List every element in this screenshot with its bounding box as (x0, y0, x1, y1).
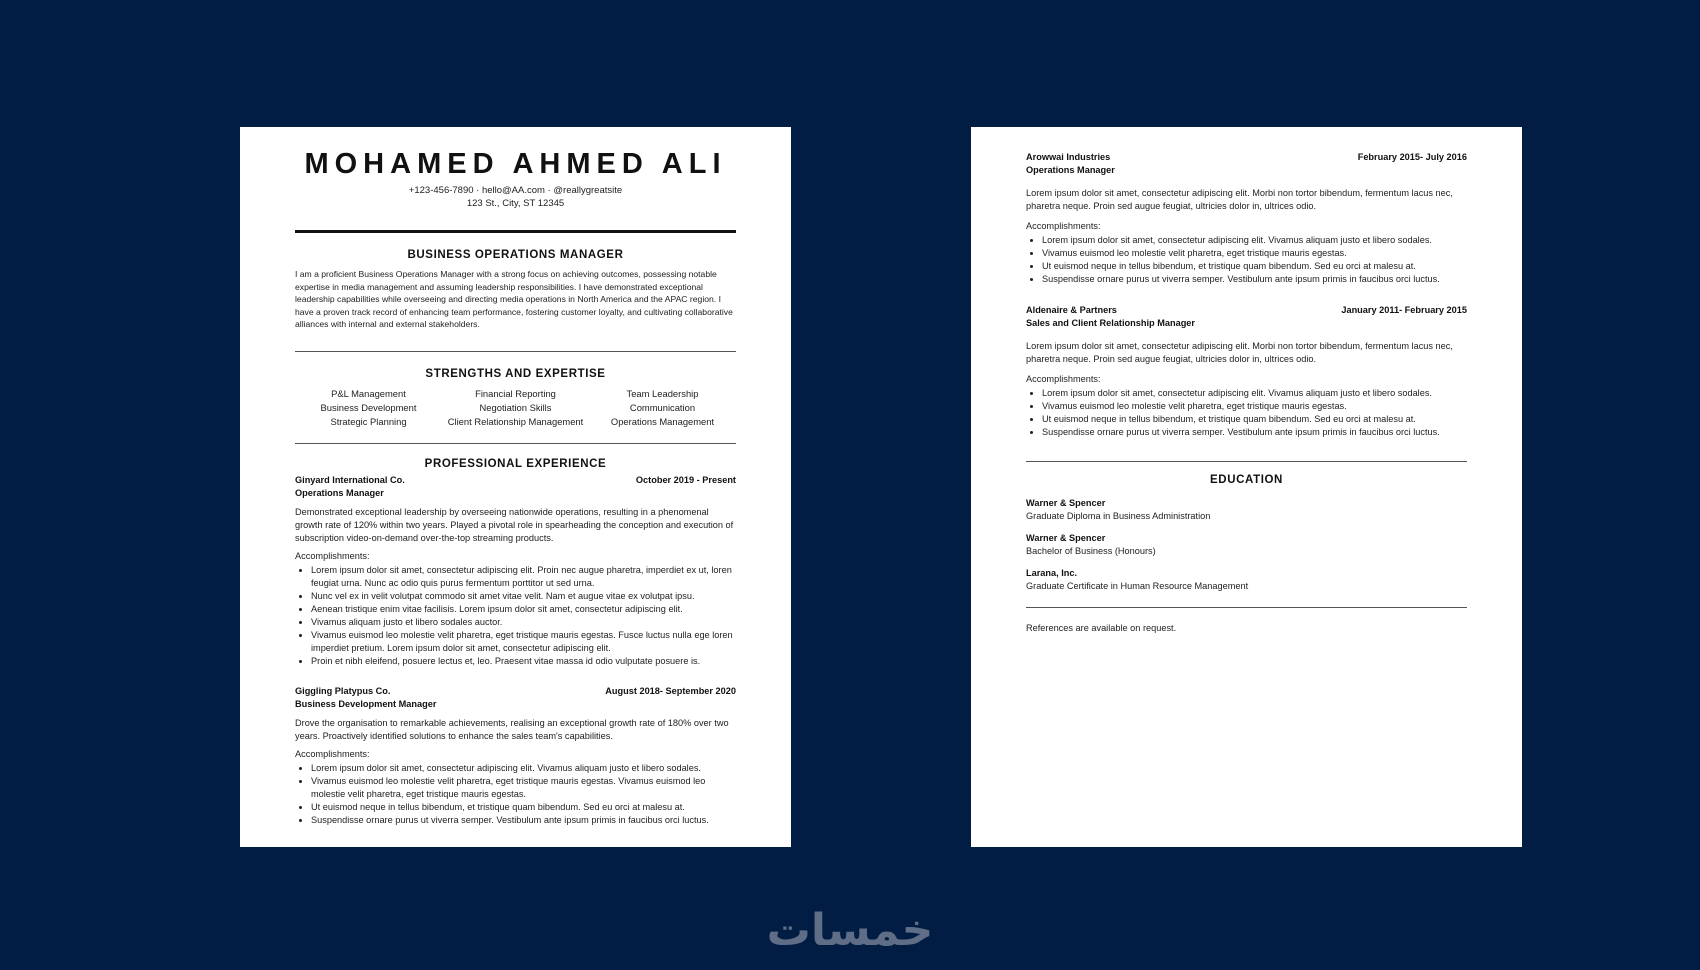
accomplishments-list (1026, 234, 1467, 286)
job-title: Business Development Manager (295, 698, 437, 709)
skill-item: Communication (629, 401, 696, 413)
skill-item: Financial Reporting (475, 387, 556, 399)
candidate-name: MOHAMED AHMED ALI (304, 148, 727, 180)
job-entry (1026, 151, 1467, 286)
list-item: • Vivamus euismod leo molestie velit pharetra, eget tristique mauris egestas. Fusce luctus nulla ege loren imperdiet pretium. Lorem ipsum dolor sit amet, consectetur adipiscing elit. (311, 629, 736, 655)
skill-item: Operations Management (610, 415, 715, 427)
job-company: Giggling Platypus Co. (295, 685, 391, 696)
edu-school: Larana, Inc. (1026, 568, 1078, 578)
divider (1026, 461, 1467, 462)
education-entry (1026, 497, 1467, 523)
job-entry (295, 685, 736, 827)
edu-degree: Graduate Diploma in Business Administration (1026, 511, 1211, 521)
job-title: Operations Manager (295, 487, 384, 498)
job-dates: August 2018- September 2020 (605, 685, 736, 696)
job-dates: October 2019 - Present (635, 474, 736, 485)
job-dates: January 2011- February 2015 (1341, 305, 1467, 315)
job-company: Aldenaire & Partners (1026, 305, 1117, 315)
list-item: • Aenean tristique enim vitae facilisis. Lorem ipsum dolor sit amet, consectetur adipiscing elit. (311, 603, 736, 616)
references-note: References are available on request. (1026, 623, 1177, 633)
list-item: • Lorem ipsum dolor sit amet, consectetur adipiscing elit. Vivamus aliquam justo et libero sodales. (311, 762, 736, 775)
skill-item: Business Development (320, 401, 417, 413)
list-item: • Vivamus euismod leo molestie velit pharetra, eget tristique mauris egestas. (1042, 247, 1467, 260)
job-header (1026, 304, 1467, 317)
divider (1026, 607, 1467, 608)
strengths-title: STRENGTHS AND EXPERTISE (425, 367, 606, 380)
list-item: • Lorem ipsum dolor sit amet, consectetur adipiscing elit. Vivamus aliquam justo et libero sodales. (1042, 234, 1467, 247)
job-description: Lorem ipsum dolor sit amet, consectetur adipiscing elit. Morbi non tortor bibendum, fermentum lacus nec, pharetra neque. Proin sed augue feugiat, ultricies dolor in, ultrices odio. (1026, 341, 1453, 364)
edu-degree: Graduate Certificate in Human Resource Management (1026, 581, 1249, 591)
watermark-text: خمسات (766, 905, 934, 956)
job-description: Lorem ipsum dolor sit amet, consectetur adipiscing elit. Morbi non tortor bibendum, fermentum lacus nec, pharetra neque. Proin sed augue feugiat, ultricies dolor in, ultrices odio. (1026, 188, 1453, 211)
edu-school: Warner & Spencer (1026, 498, 1106, 508)
skill-item: P&L Management (331, 387, 406, 399)
job-header (295, 685, 736, 698)
divider (295, 351, 736, 352)
resume-page-1 (240, 127, 791, 847)
list-item: • Vivamus euismod leo molestie velit pharetra, eget tristique mauris egestas. Vivamus euismod leo molestie velit pharetra, eget tristique mauris egestas. (311, 775, 736, 801)
list-item: • Ut euismod neque in tellus bibendum, et tristique quam bibendum. Sed eu orci at malesu at. (1042, 413, 1467, 426)
job-dates: February 2015- July 2016 (1357, 152, 1467, 162)
job-header (1026, 151, 1467, 164)
education-entry (1026, 567, 1467, 593)
accomplishments-label: Accomplishments: (295, 550, 370, 561)
list-item: • Lorem ipsum dolor sit amet, consectetur adipiscing elit. Vivamus aliquam justo et libero sodales. (1042, 387, 1467, 400)
contact-line-1: +123-456-7890 · hello@AA.com · @reallygreatsite (408, 185, 623, 196)
job-company: Ginyard International Co. (295, 474, 405, 485)
list-item: • Suspendisse ornare purus ut viverra semper. Vestibulum ante ipsum primis in faucibus orci luctus. (1042, 426, 1467, 439)
list-item: • Vivamus aliquam justo et libero sodales auctor. (311, 616, 736, 629)
contact-info (295, 184, 736, 210)
list-item: • Suspendisse ornare purus ut viverra semper. Vestibulum ante ipsum primis in faucibus orci luctus. (311, 814, 736, 827)
job-title: Sales and Client Relationship Manager (1026, 318, 1195, 328)
list-item: • Vivamus euismod leo molestie velit pharetra, eget tristique mauris egestas. (1042, 400, 1467, 413)
accomplishments-label: Accomplishments: (1026, 221, 1101, 231)
list-item: • Proin et nibh eleifend, posuere lectus et, leo. Praesent vitae massa id odio vulputate posuere is. (311, 655, 736, 668)
job-description: Demonstrated exceptional leadership by overseeing nationwide operations, resulting in a phenomenal growth rate of 120% within two years. Played a pivotal role in spearheading the conception and execution of subscription video-on-demand over-the-top streaming products. (295, 506, 734, 543)
list-item: • Ut euismod neque in tellus bibendum, et tristique quam bibendum. Sed eu orci at malesu at. (311, 801, 736, 814)
education-entry (1026, 532, 1467, 558)
accomplishments-list (295, 762, 736, 827)
divider (295, 443, 736, 444)
list-item: • Lorem ipsum dolor sit amet, consectetur adipiscing elit. Proin nec augue pharetra, imperdiet ex ut, loren feugiat urna. Nunc ac odio quis purus fermentum porttitor ut sed urna. (311, 564, 736, 590)
accomplishments-label: Accomplishments: (295, 748, 370, 759)
skills-grid (295, 387, 736, 429)
job-entry (295, 474, 736, 668)
skill-item: Client Relationship Management (447, 415, 584, 427)
edu-school: Warner & Spencer (1026, 533, 1106, 543)
job-header (295, 474, 736, 487)
job-entry (1026, 304, 1467, 439)
khamsat-logo-icon (745, 900, 955, 960)
accomplishments-list (1026, 387, 1467, 439)
list-item: • Ut euismod neque in tellus bibendum, et tristique quam bibendum. Sed eu orci at malesu at. (1042, 260, 1467, 273)
skill-item: Team Leadership (626, 387, 699, 399)
resume-page-2 (971, 127, 1522, 847)
job-title: Operations Manager (1026, 165, 1115, 175)
skill-item: Strategic Planning (330, 415, 407, 427)
edu-degree: Bachelor of Business (Honours) (1026, 546, 1156, 556)
list-item: • Suspendisse ornare purus ut viverra semper. Vestibulum ante ipsum primis in faucibus orci luctus. (1042, 273, 1467, 286)
list-item: • Nunc vel ex in velit volutpat commodo sit amet vitae velit. Nam et augue vitae ex volutpat ipsu. (311, 590, 736, 603)
divider-thick (295, 230, 736, 233)
job-company: Arowwai Industries (1026, 152, 1111, 162)
accomplishments-label: Accomplishments: (1026, 374, 1101, 384)
headline: BUSINESS OPERATIONS MANAGER (407, 249, 624, 261)
job-description: Drove the organisation to remarkable achievements, realising an exceptional growth rate of 180% over two years. Proactively identified solutions to enhance the sales team's capabilities. (295, 717, 729, 741)
education-title: EDUCATION (1210, 474, 1283, 486)
summary: I am a proficient Business Operations Manager with a strong focus on achieving outcomes, possessing notable expertise in media management and assuming leadership responsibilities. I have demonstrated exceptional leadership capabilities while overseeing and directing media operations in North America and the APAC region. I have a proven track record of enhancing team performance, fostering customer loyalty, and cultivating collaborative alliances with internal and external stakeholders. (295, 269, 733, 330)
skill-item: Negotiation Skills (479, 401, 552, 413)
experience-title: PROFESSIONAL EXPERIENCE (424, 457, 607, 470)
accomplishments-list (295, 564, 736, 668)
contact-line-2: 123 St., City, ST 12345 (466, 198, 565, 209)
